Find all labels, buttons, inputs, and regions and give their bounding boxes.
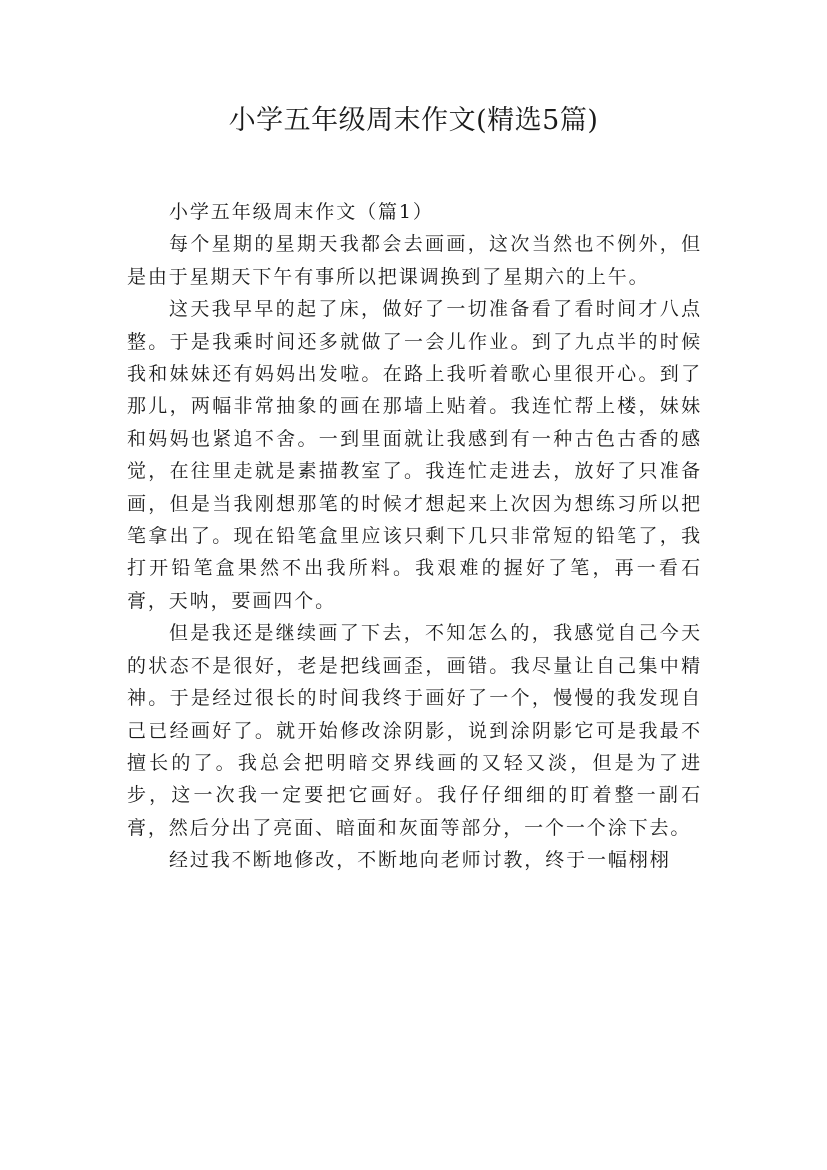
paragraph-1: 每个星期的星期天我都会去画画，这次当然也不例外，但是由于星期天下午有事所以把课调换到了星期六的上午。	[127, 233, 702, 288]
paragraph-3: 但是我还是继续画了下去，不知怎么的，我感觉自己今天的状态不是很好，老是把线画歪，画错。我尽量让自己集中精神。于是经过很长的时间我终于画好了一个，慢慢的我发现自己已经画好了。就开始修改涂阴影，说到涂阴影它可是我最不擅长的了。我总会把明暗交界线画的又轻又淡，但是为了进步，这一次我一定要把它画好。我仔仔细细的盯着整一副石膏，然后分出了亮面、暗面和灰面等部分，一个一个涂下去。	[127, 622, 702, 839]
document-title: 小学五年级周末作文(精选5篇)	[228, 105, 599, 136]
document-body	[127, 196, 702, 877]
paragraph-4: 经过我不断地修改，不断地向老师讨教，终于一幅栩栩	[169, 849, 671, 872]
paragraph-2: 这天我早早的起了床，做好了一切准备看了看时间才八点整。于是我乘时间还多就做了一会儿作业。到了九点半的时候我和妹妹还有妈妈出发啦。在路上我听着歌心里很开心。到了那儿，两幅非常抽象的画在那墙上贴着。我连忙帮上楼，妹妹和妈妈也紧追不舍。一到里面就让我感到有一种古色古香的感觉，在往里走就是素描教室了。我连忙走进去，放好了只准备画，但是当我刚想那笔的时候才想起来上次因为想练习所以把笔拿出了。现在铅笔盒里应该只剩下几只非常短的铅笔了，我打开铅笔盒果然不出我所料。我艰难的握好了笔，再一看石膏，天呐，要画四个。	[127, 298, 702, 612]
section-heading: 小学五年级周末作文（篇1）	[169, 201, 434, 223]
